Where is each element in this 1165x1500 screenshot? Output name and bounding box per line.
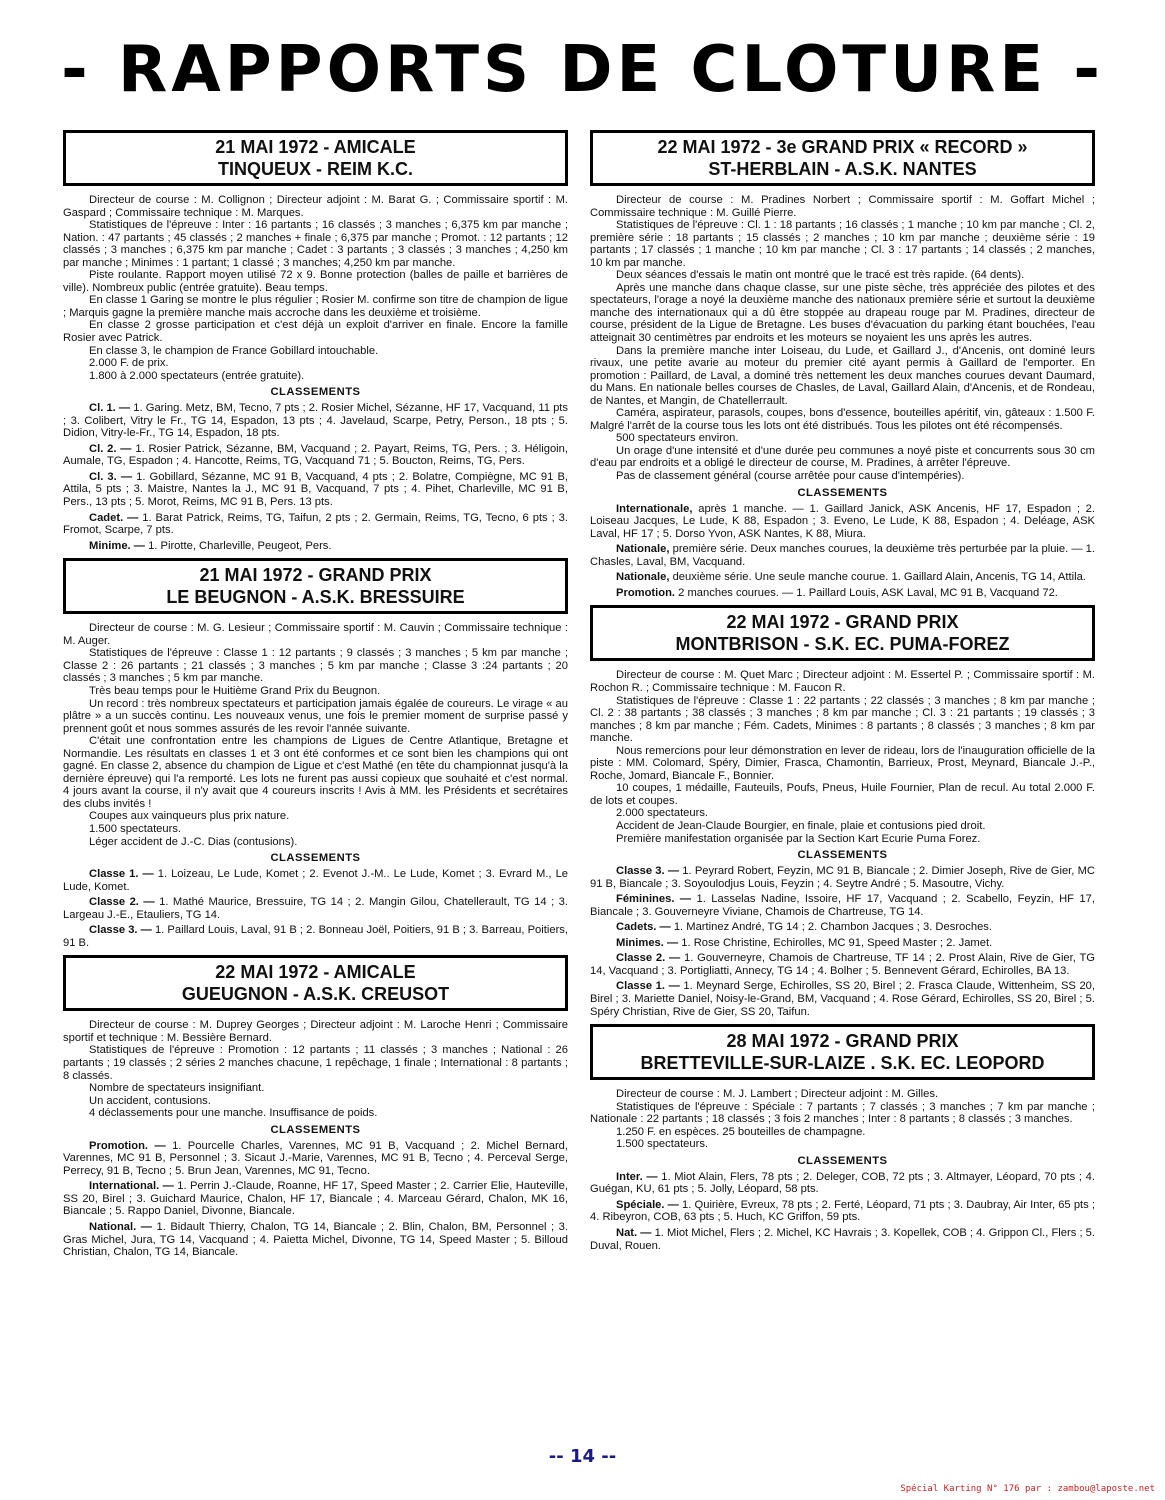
article-paragraph: Caméra, aspirateur, parasols, coupes, bons d'essence, bouteilles apéritif, vin, gâteaux : 1.500 F. Malgré l'arrêt de la course tous les lots ont été distribués. Tous les pilotes ont été récompensés. — [590, 407, 1095, 432]
article-date-title: 21 MAI 1972 - GRAND PRIX — [199, 565, 432, 586]
results-list — [590, 1171, 1095, 1252]
classements-heading: CLASSEMENTS — [270, 386, 361, 399]
article-body — [590, 669, 1095, 845]
report-article — [590, 1024, 1095, 1252]
result-text: 1. Paillard Louis, Laval, 91 B ; 2. Bonneau Joël, Poitiers, 91 B ; 3. Barreau, Poitiers, 91 B. — [63, 924, 568, 949]
article-heading — [590, 130, 1095, 186]
result-class-label: Spéciale. — — [616, 1198, 679, 1211]
article-heading — [63, 558, 568, 614]
article-paragraph: Nombre de spectateurs insignifiant. — [89, 1082, 265, 1095]
result-text: 1. Lasselas Nadine, Issoire, HF 17, Vacquand ; 2. Scabello, Feyzin, HF 17, Biancale ; 3. Gouverneyre Viviane, Chamois de Chartreuse, TG 14. — [590, 893, 1095, 918]
result-entry — [63, 1221, 568, 1259]
result-text: 1. Pourcelle Charles, Varennes, MC 91 B, Vacquand ; 2. Michel Bernard, Varennes, MC 91 B, Personnel ; 3. Sicaut J.-Marie, Varennes, MC 91 B, Tecno ; 4. Perceval Serge, Perrecy, 91 B, Tecno ; 5. Brun Jean, Varennes, MC 91, Tecno. — [63, 1139, 568, 1177]
article-paragraph: 2.000 spectateurs. — [616, 807, 709, 820]
result-entry — [590, 571, 1095, 584]
result-class-label: Cadets. — — [616, 921, 671, 934]
article-heading — [590, 1024, 1095, 1080]
result-entry — [63, 402, 568, 440]
article-venue-title: LE BEUGNON - A.S.K. BRESSUIRE — [166, 587, 465, 608]
article-date-title: 21 MAI 1972 - AMICALE — [215, 137, 416, 157]
classements-heading: CLASSEMENTS — [797, 849, 888, 862]
article-paragraph: 500 spectateurs environ. — [616, 432, 739, 445]
result-text: 1. Quirière, Evreux, 78 pts ; 2. Ferté, Léopard, 71 pts ; 3. Daubray, Air Inter, 65 pts ; 4. Ribeyron, COB, 63 pts ; 5. Huch, KC Griffon, 59 pts. — [590, 1198, 1096, 1224]
classements-heading: CLASSEMENTS — [797, 1154, 888, 1167]
result-entry — [590, 865, 1095, 890]
result-text: 1. Rose Christine, Echirolles, MC 91, Speed Master ; 2. Jamet. — [681, 936, 993, 949]
result-entry — [590, 980, 1095, 1018]
article-paragraph: C'était une confrontation entre les champions de Ligues de Centre Atlantique, Bretagne et Normandie. Les résultats en classes 1 et 3 ont été conformes et ce sont bien les champions qui ont gagné. En classe 2, absence du champion de Ligue et c'est Mathé (en tête du championnat jusqu'à la dernière épreuve) qui l'a remporté. Les lots ne furent pas aussi copieux que souhaité et c'est normal. 4 jours avant la course, il n'y avait que 4 coureurs inscrits ! Avis à MM. les Présidents et secrétaires des clubs invités ! — [63, 735, 568, 810]
result-text: 1. Perrin J.-Claude, Roanne, HF 17, Speed Master ; 2. Carrier Elie, Hauteville, SS 20, Birel ; 3. Guichard Maurice, Chalon, HF 17, Biancale ; 4. Marceau Gérard, Chalon, MK 16, Biancale ; 5. Rappo Daniel, Divonne, Biancale. — [63, 1180, 568, 1218]
article-paragraph: Un record : très nombreux spectateurs et participation jamais égalée de coureurs. Le virage « au plâtre » a un succès continu. Les nouveaux venus, une fois le premier moment de surprise passé y prennent goût et nous sommes assurés de les revoir l'année suivante. — [63, 697, 568, 735]
article-paragraph: 1.800 à 2.000 spectateurs (entrée gratuite). — [89, 369, 305, 382]
result-entry — [63, 924, 568, 949]
result-text: 1. Miot Alain, Flers, 78 pts ; 2. Deleger, COB, 72 pts ; 3. Altmayer, Léopard, 70 pts ; 4. Guégan, KU, 61 pts ; 5. Jolly, Léopard, 58 pts. — [590, 1170, 1095, 1196]
article-paragraph: Directeur de course : M. G. Lesieur ; Commissaire sportif : M. Cauvin ; Commissaire technique : M. Auger. — [63, 622, 568, 647]
article-paragraph: Léger accident de J.-C. Dias (contusions). — [89, 835, 298, 848]
page-number: -- 14 -- — [548, 1446, 617, 1467]
result-class-label: Classe 3. — — [89, 924, 152, 937]
result-class-label: Cl. 3. — — [89, 470, 133, 483]
article-paragraph: Statistiques de l'épreuve : Cl. 1 : 18 partants ; 16 classés ; 1 manche ; 10 km par manche ; Cl. 2, première série : 18 partants ; 15 classés ; 2 manches ; 10 km par manche ; deuxième série : 19 partants ; 17 classés ; 1 manche ; 10 km par manche ; Cl. 3 : 17 partants ; 14 classés ; 2 manches, 10 km par manche. — [590, 219, 1095, 269]
result-class-label: Nat. — — [616, 1227, 652, 1239]
results-list — [63, 868, 568, 949]
result-entry — [63, 512, 568, 537]
result-text: 1. Pirotte, Charleville, Peugeot, Pers. — [148, 539, 332, 552]
article-date-title: 22 MAI 1972 - 3e GRAND PRIX « RECORD » — [657, 137, 1028, 157]
result-entry — [590, 1199, 1095, 1224]
result-class-label: Nationale, — [616, 571, 670, 584]
article-paragraph: Statistiques de l'épreuve : Classe 1 : 22 partants ; 22 classés ; 3 manches ; 8 km par manche ; Cl. 2 : 38 partants ; 38 classés ; 3 manches ; 8 km par manche ; Cl. 3 : 21 partants ; 19 classés ; 3 manches ; 8 km par manche ; Fém. Cadets, Minimes : 8 partants ; 8 classés ; 3 manches ; 8 km par manche. — [590, 694, 1095, 745]
results-list — [63, 1140, 568, 1259]
article-paragraph: Statistiques de l'épreuve : Classe 1 : 12 partants ; 9 classés ; 3 manches ; 5 km par manche ; Classe 2 : 26 partants ; 21 classés ; 3 manches ; 5 km par manche ; Classe 3 :24 partants ; 20 classés ; 3 manches ; 5 km par manche. — [63, 647, 568, 685]
result-entry — [590, 1171, 1095, 1196]
article-paragraph: 1.500 spectateurs. — [616, 1138, 709, 1151]
report-article — [63, 558, 568, 949]
classements-heading: CLASSEMENTS — [797, 486, 888, 499]
result-text: 1. Rosier Patrick, Sézanne, BM, Vacquand ; 2. Payart, Reims, TG, Pers. ; 3. Héligoin, Aumale, TG, Espadon ; 4. Hancotte, Reims, TG, Vacquand 71 ; 5. Boucton, Reims, TG, Pers. — [63, 442, 569, 468]
article-paragraph: Pas de classement général (course arrêtée pour cause d'intempéries). — [616, 470, 965, 483]
result-text: 2 manches courues. — 1. Paillard Louis, ASK Laval, MC 91 B, Vacquand 72. — [678, 586, 1058, 599]
result-class-label: Classe 2. — — [616, 952, 681, 965]
result-class-label: Classe 1. — — [89, 868, 154, 881]
report-article — [63, 130, 568, 552]
result-class-label: Minimes. — — [616, 936, 679, 949]
article-paragraph: Statistiques de l'épreuve : Promotion : 12 partants ; 11 classés ; 3 manches ; National : 26 partants ; 19 classés ; 2 séries 2 manches chacune, 1 repêchage, 1 finale ; International : 8 partants ; 8 classés. — [63, 1044, 568, 1082]
article-paragraph: Dans la première manche inter Loiseau, du Lude, et Gaillard J., d'Ancenis, ont dominé leurs rivaux, une petite avarie au moteur du premier cité ayant permis à Gaillard de l'emporter. En promotion : Paillard, de Laval, a dominé très nettement les deux manches courues devant Daumard, du Mans. En nationale belles courses de Chasles, de Laval, Gaillard Alain, d'Ancenis, et de Rondeau, de Nantes, et Mangin, de Chatellerrault. — [590, 344, 1095, 407]
article-paragraph: En classe 2 grosse participation et c'est déjà un exploit d'arriver en finale. Encore la famille Rosier avec Patrick. — [63, 319, 568, 345]
result-entry — [590, 1227, 1095, 1252]
article-paragraph: Après une manche dans chaque classe, sur une piste sèche, très appréciée des pilotes et des spectateurs, l'orage a noyé la deuxième manche des nationaux première série et surtout la deuxième manche des internationaux qui a dû être stoppée au drapeau rouge par M. Pradines, directeur de course, président de la Ligue de Bretagne. Les buses d'évacuation du parking étant bouchées, l'eau atteignait 30 centimètres par endroits et les moteurs se noyaient les uns après les autres. — [590, 281, 1095, 345]
result-class-label: Promotion. — — [89, 1139, 166, 1152]
article-venue-title: GUEUGNON - A.S.K. CREUSOT — [181, 984, 450, 1005]
article-paragraph: Directeur de course : M. J. Lambert ; Directeur adjoint : M. Gilles. — [616, 1088, 939, 1101]
result-text: première série. Deux manches courues, la deuxième très perturbée par la pluie. — 1. Chasles, Laval, BM, Vacquand. — [590, 543, 1095, 568]
result-entry — [590, 893, 1095, 918]
result-text: 1. Loizeau, Le Lude, Komet ; 2. Evenot J.-M.. Le Lude, Komet ; 3. Evrard M., Le Lude, Komet. — [63, 868, 569, 893]
result-entry — [63, 896, 568, 921]
article-paragraph: Directeur de course : M. Collignon ; Directeur adjoint : M. Barat G. ; Commissaire sportif : M. Gaspard ; Commissaire technique : M. Marques. — [63, 194, 568, 219]
results-list — [590, 503, 1095, 600]
result-text: 1. Barat Patrick, Reims, TG, Taifun, 2 pts ; 2. Germain, Reims, TG, Tecno, 6 pts ; 3. Fromot, Scarpe, 7 pts. — [63, 511, 568, 537]
result-class-label: Classe 1. — — [616, 980, 680, 993]
article-paragraph: Accident de Jean-Claude Bourgier, en finale, plaie et contusions pied droit. — [616, 819, 986, 832]
left-column — [63, 130, 568, 1265]
results-list — [63, 402, 568, 552]
result-class-label: Inter. — — [616, 1170, 658, 1183]
result-class-label: Minime. — — [89, 539, 145, 552]
article-paragraph: Piste roulante. Rapport moyen utilisé 72 x 9. Bonne protection (balles de paille et barrières de ville). Nombreux public (entrée gratuite). Beau temps. — [63, 269, 568, 294]
right-column — [590, 130, 1095, 1258]
result-entry — [590, 587, 1095, 600]
result-entry — [590, 937, 1095, 950]
result-text: 1. Mathé Maurice, Bressuire, TG 14 ; 2. Mangin Gilou, Chatellerault, TG 14 ; 3. Largeau J.-E., Etauliers, TG 14. — [63, 896, 569, 921]
article-paragraph: Un accident, contusions. — [89, 1094, 211, 1107]
article-date-title: 28 MAI 1972 - GRAND PRIX — [726, 1031, 959, 1052]
result-text: 1. Miot Michel, Flers ; 2. Michel, KC Havrais ; 3. Kopellek, COB ; 4. Grippon Cl., Flers ; 5. Duval, Rouen. — [590, 1227, 1095, 1252]
result-class-label: Classe 2. — — [89, 896, 155, 909]
results-list — [590, 865, 1095, 1018]
article-body — [63, 622, 568, 848]
article-paragraph: En classe 3, le champion de France Gobillard intouchable. — [89, 344, 379, 357]
result-class-label: Promotion. — [616, 586, 676, 599]
result-text: après 1 manche. — 1. Gaillard Janick, ASK Ancenis, HF 17, Espadon ; 2. Loiseau Jacques, Le Lude, K 88, Espadon ; 3. Eveno, Le Lude, K 88, Espadon ; 4. Deléage, ASK Laval, HF 17 ; 5. Dorso Yvon, ASK Nantes, K 88, Miura. — [590, 502, 1095, 540]
article-heading — [63, 130, 568, 186]
article-paragraph: 10 coupes, 1 médaille, Fauteuils, Poufs, Pneus, Huile Fournier, Plan de recul. Au total 2.000 F. de lots et coupes. — [590, 782, 1095, 807]
article-paragraph: Nous remercions pour leur démonstration en lever de rideau, lors de l'inauguration officielle de la piste : MM. Colomard, Spéry, Dimier, Frasca, Chamontin, Barrieux, Prost, Meynard, Biancale J.-P., Roche, Jomard, Biancale F., Bonnier. — [590, 744, 1095, 782]
result-entry — [590, 543, 1095, 568]
article-paragraph: Statistiques de l'épreuve : Inter : 16 partants ; 16 classés ; 3 manches ; 6,375 km par manche ; Nation. : 47 partants ; 45 classés ; 2 manches + finale ; 6,375 par manche ; Promot. : 12 partants ; 12 classés ; 3 manches ; 6,375 km par manche ; Cadet : 3 partants ; 3 classés ; 3 manches ; 4,250 km par manche ; Minimes : 1 partant; 1 classé ; 3 manches; 4,250 km par manche. — [63, 219, 568, 269]
article-date-title: 22 MAI 1972 - AMICALE — [215, 962, 416, 983]
classements-heading: CLASSEMENTS — [270, 1123, 361, 1136]
result-class-label: Féminines. — — [616, 893, 692, 906]
result-entry — [63, 443, 568, 468]
result-class-label: Nationale, — [616, 543, 670, 556]
article-venue-title: TINQUEUX - REIM K.C. — [217, 159, 413, 179]
article-paragraph: Directeur de course : M. Duprey Georges ; Directeur adjoint : M. Laroche Henri ; Commissaire sportif et technique : M. Bessière Bernard. — [63, 1019, 568, 1044]
article-body — [590, 194, 1095, 483]
article-paragraph: Première manifestation organisée par la Section Kart Ecurie Puma Forez. — [616, 832, 981, 845]
article-paragraph: Coupes aux vainqueurs plus prix nature. — [89, 810, 290, 823]
result-text: 1. Martinez André, TG 14 ; 2. Chambon Jacques ; 3. Desroches. — [673, 921, 993, 934]
article-body — [63, 1019, 568, 1119]
report-article — [590, 605, 1095, 1018]
result-text: 1. Bidault Thierry, Chalon, TG 14, Biancale ; 2. Blin, Chalon, BM, Personnel ; 3. Gras Michel, Jura, TG 14, Vacquand ; 4. Paietta Michel, Divonne, TG 14, Speed Master ; 5. Billoud Christian, Chalon, TG 14, Biancale. — [63, 1221, 569, 1259]
credit-line: Spécial Karting N° 176 par : zambou@laposte.net — [900, 1484, 1155, 1494]
article-heading — [590, 605, 1095, 661]
result-entry — [590, 921, 1095, 934]
article-heading — [63, 955, 568, 1011]
result-entry — [590, 952, 1095, 977]
result-entry — [63, 540, 568, 553]
article-paragraph: Un orage d'une intensité et d'une durée peu communes a noyé piste et concurrents sous 30 cm d'eau par endroits et a obligé le directeur de course, M. Pradines, à arrêter l'épreuve. — [590, 444, 1095, 470]
article-paragraph: 2.000 F. de prix. — [89, 357, 169, 370]
result-class-label: Internationale, — [616, 502, 693, 515]
result-class-label: Cl. 2. — — [89, 442, 132, 455]
result-entry — [63, 471, 568, 509]
article-paragraph: 4 déclassements pour une manche. Insuffisance de poids. — [89, 1107, 378, 1120]
result-entry — [63, 1180, 568, 1218]
article-paragraph: Directeur de course : M. Pradines Norbert ; Commissaire sportif : M. Goffart Michel ; Commissaire technique : M. Guillé Pierre. — [590, 194, 1095, 219]
result-text: 1. Gobillard, Sézanne, MC 91 B, Vacquand, 4 pts ; 2. Bolatre, Compiègne, MC 91 B, Attila, 5 pts ; 3. Maistre, Nantes la J., MC 91 B, Vacquand, 7 pts ; 4. Pihet, Charleville, MC 91 B, Pers., 13 pts ; 5. Morot, Reims, MC 91 B, Pers. 13 pts. — [63, 470, 569, 509]
article-date-title: 22 MAI 1972 - GRAND PRIX — [726, 612, 959, 633]
classements-heading: CLASSEMENTS — [270, 852, 361, 865]
result-entry — [63, 868, 568, 893]
result-text: 1. Garing. Metz, BM, Tecno, 7 pts ; 2. Rosier Michel, Sézanne, HF 17, Vacquand, 11 pts ; 3. Colibert, Vitry le Fr., TG 14, Espadon, 13 pts ; 4. Javelaud, Scarpe, Petry, Person., 18 pts ; 5. Didion, Vitry-le-Fr., TG 14, Espadon, 18 pts. — [63, 402, 569, 440]
report-article — [63, 955, 568, 1258]
article-paragraph: Statistiques de l'épreuve : Spéciale : 7 partants ; 7 classés ; 3 manches ; 7 km par manche ; Nationale : 22 partants ; 18 classés ; 3 fois 2 manches ; Inter : 8 partants ; 8 classés ; 3 manches. — [590, 1100, 1095, 1126]
result-class-label: Classe 3. — — [616, 865, 680, 878]
article-venue-title: ST-HERBLAIN - A.S.K. NANTES — [708, 159, 977, 179]
article-body — [590, 1088, 1095, 1151]
result-entry — [590, 503, 1095, 541]
article-venue-title: BRETTEVILLE-SUR-LAIZE . S.K. EC. LEOPORD — [640, 1053, 1045, 1074]
article-paragraph: 1.500 spectateurs. — [89, 822, 182, 835]
result-class-label: Cadet. — — [89, 511, 139, 524]
article-paragraph: 1.250 F. en espèces. 25 bouteilles de champagne. — [616, 1125, 866, 1138]
report-article — [590, 130, 1095, 599]
result-class-label: Cl. 1. — — [89, 402, 131, 415]
result-text: 1. Meynard Serge, Echirolles, SS 20, Birel ; 2. Frasca Claude, Wittenheim, SS 20, Birel ; 3. Mariette Daniel, Noisy-le-Grand, BM, Vacquand ; 4. Rose Gérard, Echirolles, SS 20, Birel ; 5. Spéry Christian, Rive de Gier, SS 20, Taifun. — [590, 980, 1096, 1018]
result-text: deuxième série. Une seule manche courue. 1. Gaillard Alain, Ancenis, TG 14, Attila. — [672, 571, 1086, 584]
article-paragraph: En classe 1 Garing se montre le plus régulier ; Rosier M. confirme son titre de champion de ligue ; Marquis gagne la première manche mais accroche dans les deuxième et troisième. — [63, 294, 568, 319]
article-paragraph: Directeur de course : M. Quet Marc ; Directeur adjoint : M. Essertel P. ; Commissaire sportif : M. Rochon R. ; Commissaire technique : M. Faucon R. — [590, 669, 1095, 694]
result-text: 1. Gouverneyre, Chamois de Chartreuse, TF 14 ; 2. Prost Alain, Rive de Gier, TG 14, Vacquand ; 3. Portigliatti, Annecy, TG 14 ; 4. Bolher ; 5. Bennevent Gérard, Echirolles, BA 13. — [590, 952, 1096, 977]
result-class-label: International. — — [89, 1180, 174, 1193]
article-paragraph: Très beau temps pour le Huitième Grand Prix du Beugnon. — [89, 684, 381, 697]
article-body — [63, 194, 568, 382]
result-class-label: National. — — [89, 1221, 152, 1233]
article-paragraph: Deux séances d'essais le matin ont montré que le tracé est très rapide. (64 dents). — [616, 269, 1025, 282]
page-title: - RAPPORTS DE CLOTURE - — [61, 33, 1104, 107]
result-entry — [63, 1140, 568, 1178]
result-text: 1. Peyrard Robert, Feyzin, MC 91 B, Biancale ; 2. Dimier Joseph, Rive de Gier, MC 91 B, Biancale ; 3. Soyoulodjus Louis, Feyzin ; 4. Seytre André ; 5. Masoutre, Vichy. — [590, 865, 1095, 890]
article-venue-title: MONTBRISON - S.K. EC. PUMA-FOREZ — [675, 634, 1010, 655]
